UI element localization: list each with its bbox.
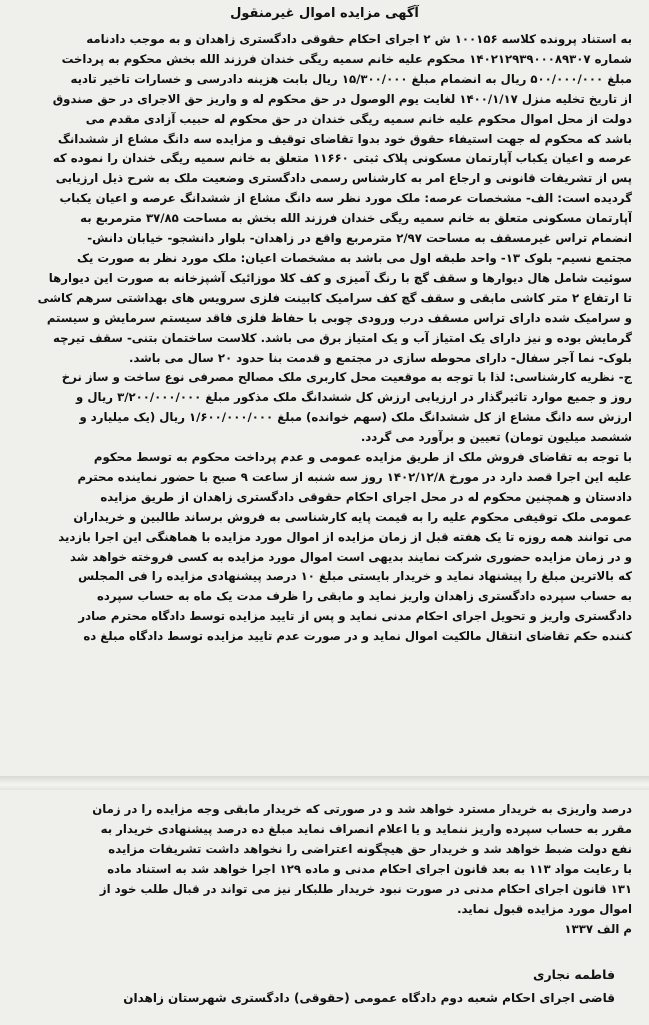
signatory-title: قاضی اجرای احکام شعبه دوم دادگاه عمومی (حقوقی) دادگستری شهرستان زاهدان — [123, 991, 615, 1005]
text-line: شماره ۱۴۰۲۱۲۹۳۹۰۰۰۸۹۳۰۷ محکوم علیه خانم سمیه ریگی خندان فرزند الله بخش محکوم به پرداخت — [61, 51, 632, 66]
text-line: باشد که محکوم له جهت استیفاء حقوق خود بدوا تقاضای توقیف و مزایده سه دانگ مشاع از ششدانگ — [57, 131, 632, 146]
text-line: با رعایت مواد ۱۱۳ به بعد قانون اجرای احکام مدنی و ماده ۱۲۹ اجرا خواهد شد به استناد ماده — [107, 862, 632, 876]
ad-title: آگهی مزایده اموال غیرمنقول — [230, 6, 419, 21]
text-line: علیه این اجرا قصد دارد در مورخ ۱۴۰۲/۱۲/۸ روز سه شنبه از ساعت ۹ صبح با حضور نماینده محترم — [77, 469, 632, 484]
text-line: دادگستری واریز و تحویل اجرای احکام مدنی نماید و پس از تایید مزایده توسط دادگاه محترم صادر — [78, 609, 632, 624]
text-line: کننده حکم تقاضای انتقال مالکیت اموال نماید و در صورت عدم تایید مزایده توسط دادگاه مبلغ ده — [83, 629, 632, 644]
text-line: ارزش سه دانگ مشاع از کل ششدانگ ملک (سهم خوانده) مبلغ ۱/۶۰۰/۰۰۰/۰۰۰ ریال (یک میلیارد و — [79, 410, 632, 425]
text-line: ۱۳۱ قانون اجرای احکام مدنی در صورت نبود خریدار طلبکار نیز می تواند در قبال طلب خود از — [99, 882, 632, 896]
text-line: و در زمان مزایده حضوری شرکت نمایند بدیهی است اموال مورد مزایده به کسی فروخته خواهد شد — [70, 549, 632, 564]
text-line: عمومی ملک توقیفی محکوم علیه را به قیمت پایه کارشناسی به فروش برساند طالبین و خریداران — [73, 509, 632, 524]
text-line: که بالاترین مبلغ را پیشنهاد نماید و خریدار بایستی مبلغ ۱۰ درصد پیشنهادی مزایده را فی المجلس — [78, 569, 632, 584]
text-line: عرصه و اعیان یکباب آپارتمان مسکونی پلاک ثبتی ۱۱۶۶۰ متعلق به خانم سمیه ریگی خندان را نموده که — [52, 151, 632, 166]
text-line: ششصد میلیون تومان) تعیین و برآورد می گردد. — [360, 430, 632, 445]
text-line: درصد واریزی به خریدار مسترد خواهد شد و در صورتی که خریدار مابقی وجه مزایده را در زمان — [92, 802, 632, 816]
signatory-name: فاطمه نجاری — [532, 967, 615, 982]
text-line: گرمایش بوده و نیز دارای یک امتیاز آب و یک امتیاز برق می باشد. کلاست ساختمان بتنی- سقف تیرچه — [53, 330, 632, 345]
text-line: از تاریخ تخلیه منزل ۱۴۰۰/۱/۱۷ لغایت یوم الوصول در حق محکوم له و واریز حق الاجرای در حق صندوق — [52, 91, 632, 106]
text-line: سوئیت شامل هال دیوارها و سقف گچ با رنگ آمیزی و کف کلا موزائیک آشپزخانه به صورت این دیوارها — [48, 270, 632, 285]
page-fold — [0, 776, 649, 790]
text-line: تا ارتفاع ۲ متر کاشی مابقی و سقف گچ کف سرامیک کابینت فلزی سرویس های بهداشتی سرهم کاشی — [37, 290, 632, 305]
text-line: مقرر به حساب سپرده واریز ننماید و یا اعلام انصراف نماید مبلغ ده درصد پیشنهادی خریدار به — [100, 822, 632, 836]
text-line: به استناد پرونده کلاسه ۱۰۰۱۵۶ ش ۲ اجرای احکام حقوقی دادگستری زاهدان و به موجب دادنامه — [86, 32, 632, 46]
text-line: با توجه به تقاضای فروش ملک از طریق مزایده عمومی و عدم پرداخت محکوم به توسط محکوم — [93, 450, 632, 465]
text-line: مجتمع نسیم- بلوک ۱۳- واحد طبقه اول می باشد به مشخصات اعیان: ملک مورد نظر به صورت یک — [76, 250, 632, 265]
text-line: اموال مورد مزایده قبول نماید. — [457, 902, 632, 916]
text-line: دولت از محل اموال محکوم علیه خانم سمیه ریگی خندان در حق محکوم له حبیب آزادی مقدم می — [85, 111, 632, 126]
text-line: م الف ۱۳۳۷ — [564, 922, 632, 936]
text-line: گردیده است: الف- مشخصات عرصه: ملک مورد نظر سه دانگ مشاع از ششدانگ عرصه و اعیان یکباب — [59, 191, 632, 206]
text-line: پس از تشریفات قانونی و ارجاع امر به کارشناس رسمی دادگستری وضعیت ملک به شرح ذیل ارزیابی — [55, 171, 632, 186]
text-line: ج- نظریه کارشناسی: لذا با توجه به موقعیت محل کاربری ملک مصالح مصرفی نوع ساخت و ساز نرخ — [61, 370, 632, 385]
text-line: می توانند همه روزه تا یک هفته قبل از زمان مزایده از اموال مورد مزایده با هماهنگی این اجرا بازدید — [58, 529, 632, 544]
ad-body-part-2 — [20, 799, 632, 939]
text-line: مبلغ ۵۰۰/۰۰۰/۰۰۰ ریال به انضمام مبلغ ۱۵/۳۰۰/۰۰۰ ریال بابت هزینه دادرسی و خسارات تاخیر تادیه — [70, 71, 632, 86]
text-line: بلوک- نما آجر سفال- دارای محوطه سازی در مجتمع و قدمت بنا حدود ۲۰ سال می باشد. — [129, 350, 632, 365]
text-line: دادستان و همچنین محکوم له در محل اجرای احکام حقوقی دادگستری زاهدان از طریق مزایده — [100, 489, 632, 504]
text-line: و سرامیک شده دارای تراس مسقف درب ورودی چوبی با حفاظ فلزی فاقد سیستم سرمایش و سیستم — [46, 310, 632, 325]
ad-body-part-1 — [20, 30, 632, 647]
text-line: نفع دولت ضبط خواهد شد و خریدار حق هیچگونه اعتراضی را نخواهد داشت تشریفات مزایده — [108, 842, 632, 856]
text-line: انضمام تراس غیرمسقف به مساحت ۲/۹۷ مترمربع واقع در زاهدان- بلوار دانشجو- خیابان دانش- — [87, 231, 632, 246]
text-line: آپارتمان مسکونی متعلق به خانم سمیه ریگی خندان فرزند الله بخش به مساحت ۳۷/۸۵ مترمربع به — [80, 211, 632, 226]
text-line: به حساب سپرده دادگستری زاهدان واریز نماید و مابقی را ظرف مدت یک ماه به حساب سپرده — [97, 589, 632, 604]
text-line: روز و جمیع موارد تاثیرگذار در ارزیابی ارزش کل ششدانگ ملک مذکور مبلغ ۳/۲۰۰/۰۰۰/۰۰۰ ریال و — [76, 390, 632, 405]
